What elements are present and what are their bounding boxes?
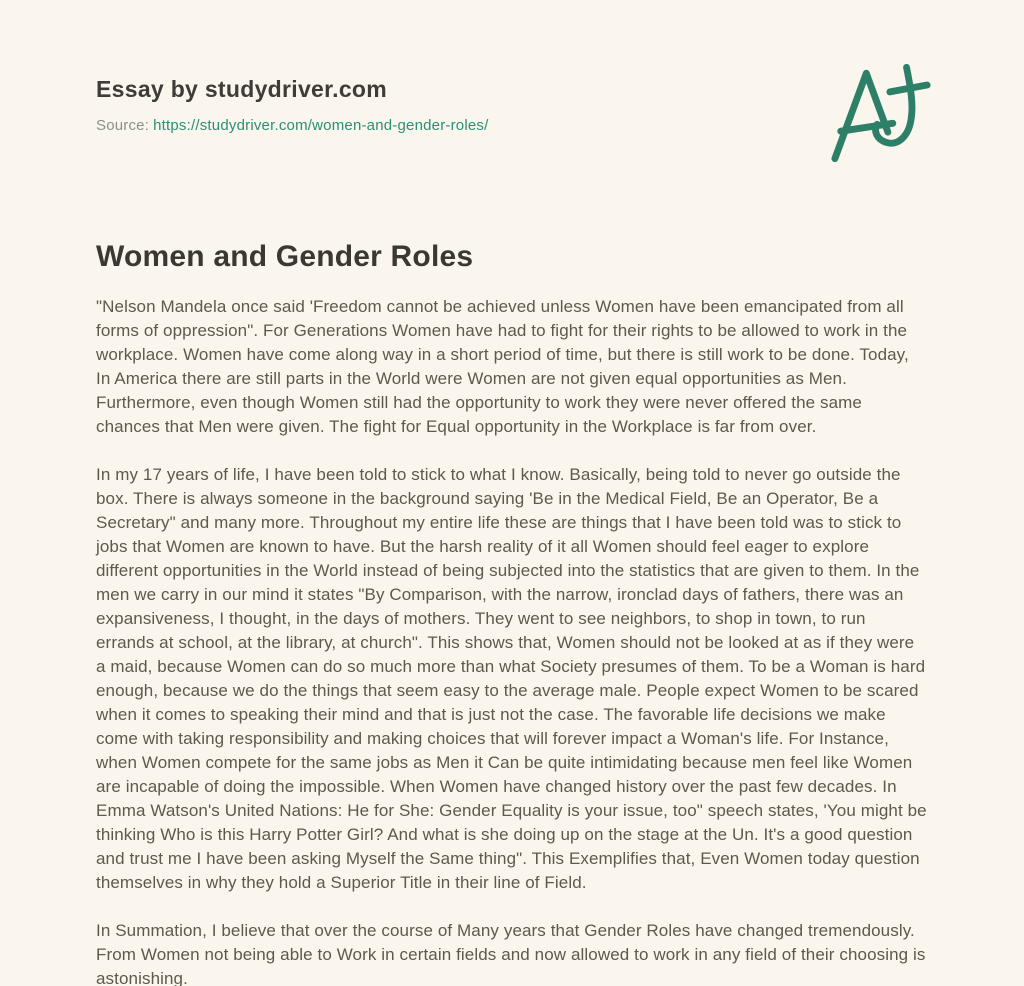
source-label: Source: [96, 117, 150, 134]
a-plus-logo-icon [828, 62, 936, 166]
essay-paragraph-1: "Nelson Mandela once said 'Freedom cannot be achieved unless Women have been emancipated from all forms of oppression". For Generations Women have had to fight for their rights to be allowed to work in the workplace. Women have come along way in a short period of time, but there is still work to be done. Today, In America there are still parts in the World were Women are not given equal opportunities as Men. Furthermore, even though Women still had the opportunity to work they were never offered the same chances that Men were given. The fight for Equal opportunity in the Workplace is far from over. [96, 297, 909, 436]
essay-title: Women and Gender Roles [96, 240, 474, 273]
essay-paragraph-2: In my 17 years of life, I have been told to stick to what I know. Basically, being told to never go outside the box. There is always someone in the background saying 'Be in the Medical Field, Be an Operator, Be a Secretary" and many more. Throughout my entire life these are things that I have been told was to stick to jobs that Women are known to have. But the harsh reality of it all Women should feel eager to explore different opportunities in the World instead of being subjected into the statistics that are given to them. In the men we carry in our mind it states "By Comparison, with the narrow, ironclad days of fathers, there was an expansiveness, I thought, in the days of mothers. They went to see neighbors, to shop in town, to run errands at school, at the library, at church". This shows that, Women should not be looked at as if they were a maid, because Women can do so much more than what Society presumes of them. To be a Woman is hard enough, because we do the things that seem easy to the average male. People expect Women to be scared when it comes to speaking their mind and that is just not the case. The favorable life decisions we make come with taking responsibility and making choices that will forever impact a Woman's life. For Instance, when Women compete for the same jobs as Men it Can be quite intimidating because men feel like Women are incapable of doing the impossible. When Women have changed history over the past few decades. In Emma Watson's United Nations: He for She: Gender Equality is your issue, too" speech states, 'You might be thinking Who is this Harry Potter Girl? And what is she doing up on the stage at the Un. It's a good question and trust me I have been asking Myself the Same thing". This Exemplifies that, Even Women today question themselves in why they hold a Superior Title in their line of Field. [96, 465, 927, 892]
essay-paragraph-3: In Summation, I believe that over the course of Many years that Gender Roles have changed tremendously. From Women not being able to Work in certain fields and now allowed to work in any field of their choosing is astonishing. [96, 921, 926, 986]
page-header [96, 0, 928, 134]
header-title: Essay by studydriver.com [96, 76, 388, 102]
essay-content [96, 240, 928, 986]
source-line [96, 117, 928, 134]
source-link[interactable]: https://studydriver.com/women-and-gender-roles/ [153, 117, 489, 134]
